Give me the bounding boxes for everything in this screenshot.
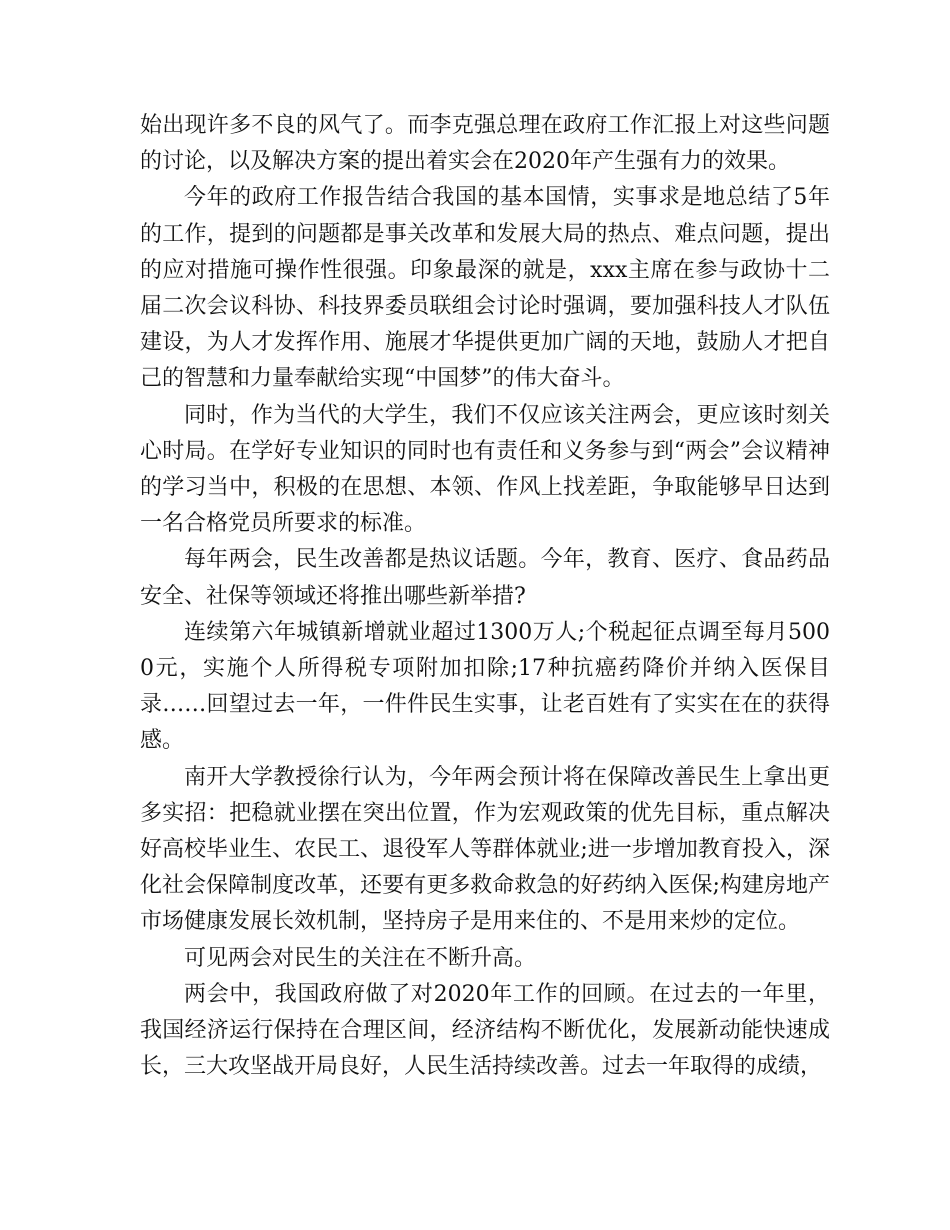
paragraph-attention: 可见两会对民生的关注在不断升高。 — [184, 945, 537, 971]
document-body — [140, 108, 830, 1085]
paragraph-students: 同时，作为当代的大学生，我们不仅应该关注两会，更应该时刻关心时局。在学好专业知识的同时也有责任和义务参与到“两会”会议精神的学习当中，积极的在思想、本领、作风上找差距，争取能够早日达到一名合格党员所要求的标准。 — [140, 402, 830, 537]
paragraph-livelihood-question: 每年两会，民生改善都是热议话题。今年，教育、医疗、食品药品安全、社保等领域还将推出哪些新举措? — [140, 547, 830, 609]
paragraph-review: 两会中，我国政府做了对2020年工作的回顾。在过去的一年里，我国经济运行保持在合理区间，经济结构不断优化，发展新动能快速成长，三大攻坚战开局良好，人民生活持续改善。过去一年取得的成绩， — [140, 981, 830, 1080]
paragraph-professor-opinion: 南开大学教授徐行认为，今年两会预计将在保障改善民生上拿出更多实招：把稳就业摆在突出位置，作为宏观政策的优先目标，重点解决好高校毕业生、农民工、退役军人等群体就业;进一步增加教育投入，深化社会保障制度改革，还要有更多救命救急的好药纳入医保;构建房地产市场健康发展长效机制，坚持房子是用来住的、不是用来炒的定位。 — [140, 764, 830, 935]
paragraph-government-report: 今年的政府工作报告结合我国的基本国情，实事求是地总结了5年的工作，提到的问题都是事关改革和发展大局的热点、难点问题，提出的应对措施可操作性很强。印象最深的就是，xxx主席在参与政协十二届二次会议科协、科技界委员联组会讨论时强调，要加强科技人才队伍建设，为人才发挥作用、施展才华提供更加广阔的天地，鼓励人才把自己的智慧和力量奉献给实现“中国梦”的伟大奋斗。 — [140, 185, 830, 392]
paragraph-employment: 连续第六年城镇新增就业超过1300万人;个税起征点调至每月5000元，实施个人所得税专项附加扣除;17种抗癌药降价并纳入医保目录……回望过去一年，一件件民生实事，让老百姓有了实实在在的获得感。 — [140, 619, 830, 754]
paragraph-continuation: 始出现许多不良的风气了。而李克强总理在政府工作汇报上对这些问题的讨论，以及解决方案的提出着实会在2020年产生强有力的效果。 — [140, 113, 830, 175]
